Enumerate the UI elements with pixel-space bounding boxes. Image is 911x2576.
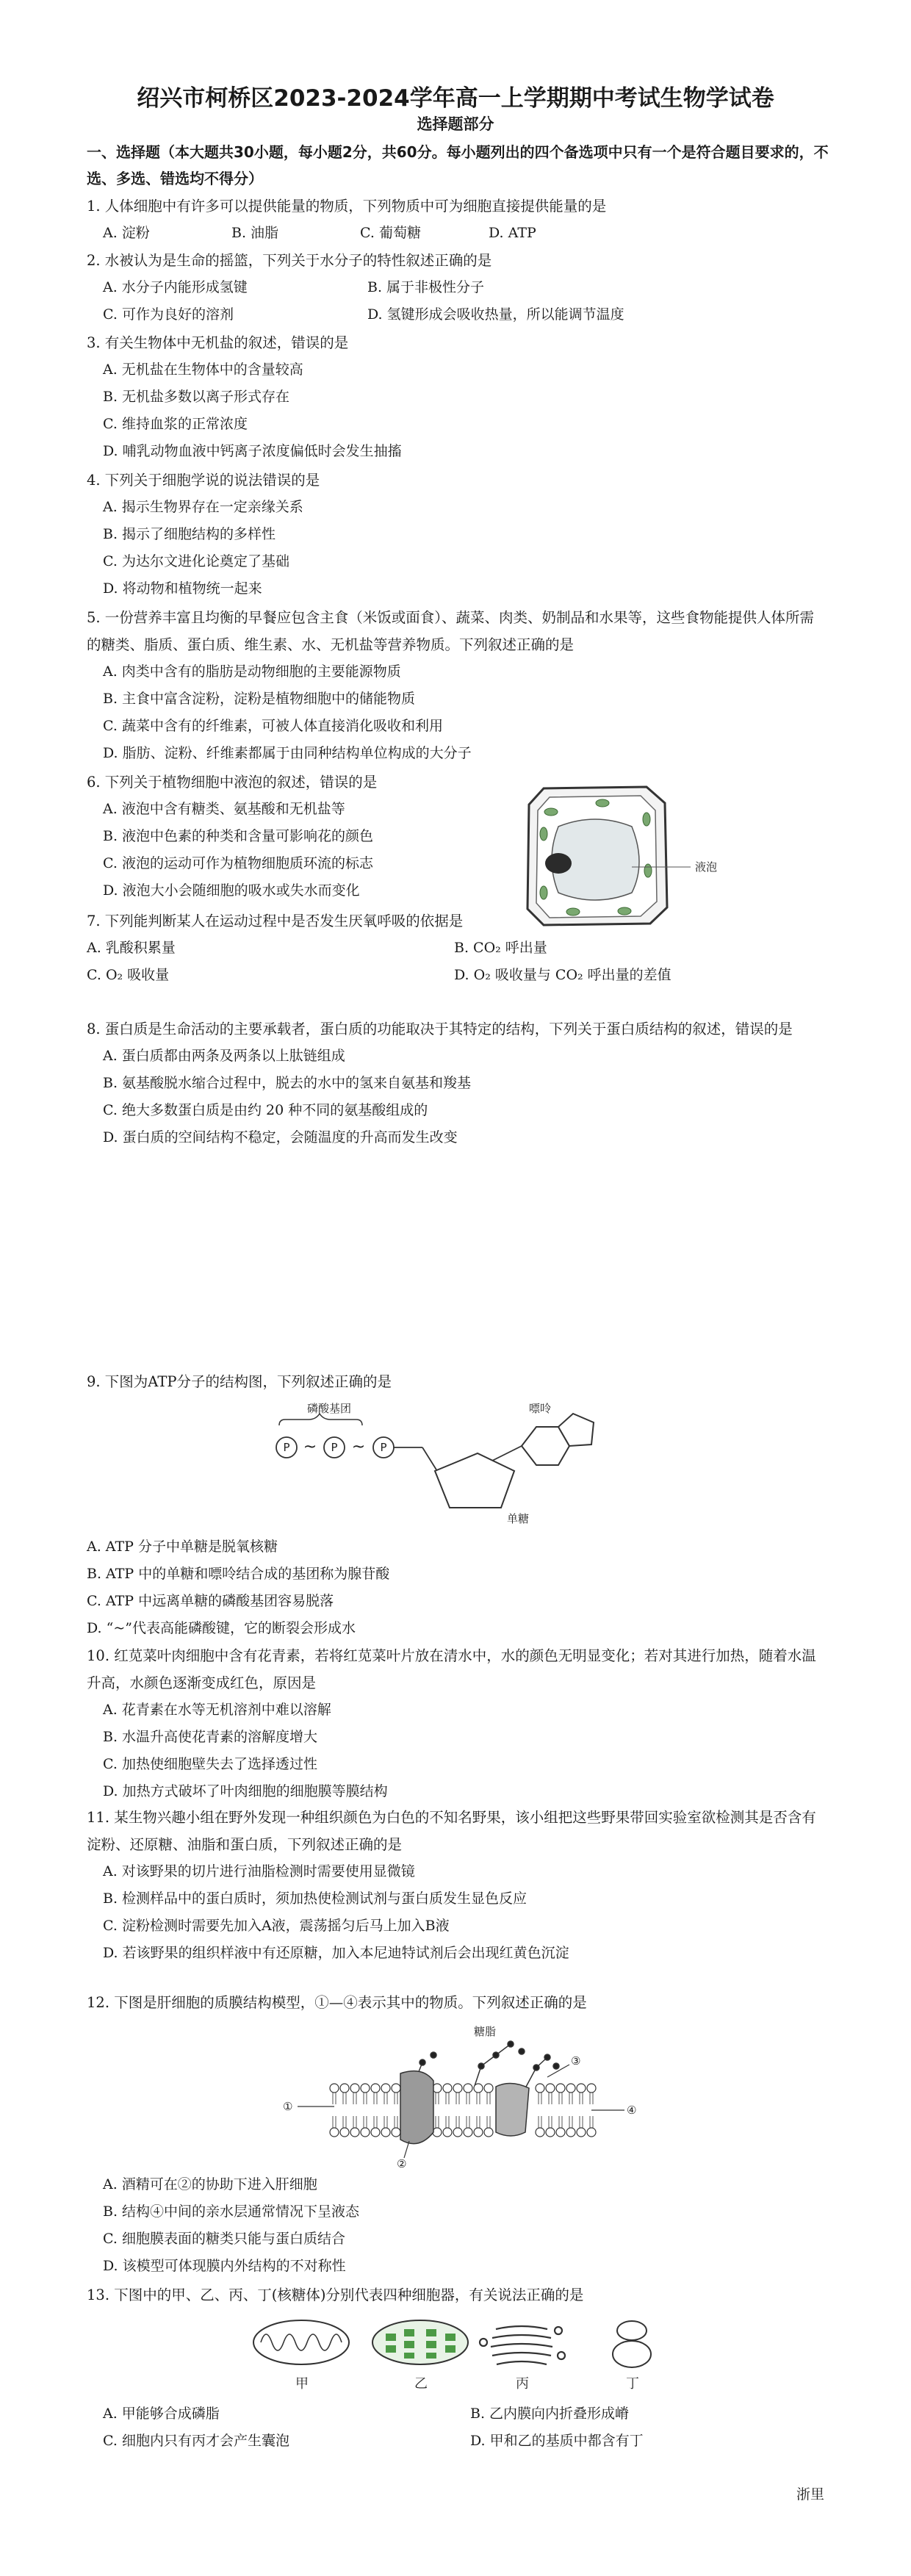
question-stem: 1. 人体细胞中有许多可以提供能量的物质，下列物质中可为细胞直接提供能量的是 xyxy=(87,198,607,215)
svg-text:P: P xyxy=(283,1441,290,1454)
option-a: A. 揭示生物界存在一定亲缘关系 xyxy=(103,499,303,515)
option-b: B. 水温升高使花青素的溶解度增大 xyxy=(103,1729,318,1745)
ribosome xyxy=(613,2321,651,2367)
options-row xyxy=(87,935,825,962)
option-a: A. 甲能够合成磷脂 xyxy=(103,2406,220,2422)
glycolipid-label: 糖脂 xyxy=(474,2025,497,2038)
question-stem: 4. 下列关于细胞学说的说法错误的是 xyxy=(87,472,320,489)
options-row xyxy=(87,962,825,989)
phospholipid-head xyxy=(371,2128,380,2137)
label-jia: 甲 xyxy=(295,2376,309,2392)
phospholipid-head xyxy=(577,2084,586,2093)
phospholipid-head xyxy=(371,2084,380,2093)
option-b: B. 结构④中间的亲水层通常情况下呈液态 xyxy=(103,2203,360,2220)
phospholipid-head xyxy=(443,2128,452,2137)
mitochondrion xyxy=(253,2320,349,2364)
phospholipid-head xyxy=(361,2084,370,2093)
phospholipid-head xyxy=(546,2084,555,2093)
option-b: B. 氨基酸脱水缩合过程中，脱去的水中的氢来自氨基和羧基 xyxy=(103,1075,472,1091)
question-5 xyxy=(87,604,825,767)
integral-protein xyxy=(400,2071,433,2144)
option-b: B. 乙内膜向内折叠形成嵴 xyxy=(470,2406,630,2422)
phospholipid-head xyxy=(433,2128,442,2137)
high-energy-bond: ~ xyxy=(351,1438,366,1456)
question-4 xyxy=(87,467,825,602)
vacuole-label: 液泡 xyxy=(695,860,718,874)
option-c: C. 细胞内只有丙才会产生囊泡 xyxy=(103,2433,289,2449)
option-c: C. 蔬菜中含有的纤维素，可被人体直接消化吸收和利用 xyxy=(103,718,443,734)
svg-text:P: P xyxy=(380,1441,387,1454)
phosphate-2 xyxy=(324,1437,345,1458)
option-b: B. 油脂 xyxy=(231,225,279,241)
option-a: A. ATP 分子中单糖是脱氧核糖 xyxy=(87,1539,278,1555)
channel-protein xyxy=(496,2083,529,2136)
phospholipid-head xyxy=(566,2084,575,2093)
option-d: D. ATP xyxy=(489,225,536,241)
chloroplast xyxy=(372,2320,468,2364)
label-yi: 乙 xyxy=(414,2376,428,2392)
phospholipid-head xyxy=(536,2084,544,2093)
question-7 xyxy=(87,907,825,989)
options-row xyxy=(87,301,825,328)
svg-text:P: P xyxy=(331,1441,338,1454)
phospholipid-head xyxy=(381,2084,390,2093)
phospholipid-head xyxy=(587,2084,596,2093)
footer-watermark: 浙里 xyxy=(796,2486,824,2503)
phospholipid-head xyxy=(381,2128,390,2137)
phospholipid-head xyxy=(350,2084,359,2093)
question-stem: 2. 水被认为是生命的摇篮，下列关于水分子的特性叙述正确的是 xyxy=(87,252,492,269)
option-d: D. 脂肪、淀粉、纤维素都属于由同种结构单位构成的大分子 xyxy=(103,745,472,761)
phospholipid-head xyxy=(464,2084,472,2093)
phospholipid-head xyxy=(330,2128,339,2137)
options-row xyxy=(87,220,825,247)
phospholipid-head xyxy=(536,2128,544,2137)
question-12 xyxy=(87,1989,825,2016)
phosphate-1 xyxy=(276,1437,297,1458)
option-d: D. 将动物和植物统一起来 xyxy=(103,580,262,597)
phosphate-brace xyxy=(279,1414,362,1425)
phospholipid-head xyxy=(484,2084,493,2093)
option-d: D. 若该野果的组织样液中有还原糖，加入本尼迪特试剂后会出现红黄色沉淀 xyxy=(103,1945,569,1961)
option-a: A. 花青素在水等无机溶剂中难以溶解 xyxy=(103,1702,331,1718)
question-12-options xyxy=(87,2171,825,2280)
phospholipid-head xyxy=(350,2128,359,2137)
question-stem: 10. 红苋菜叶肉细胞中含有花青素，若将红苋菜叶片放在清水中，水的颜色无明显变化；若对其进行加热，随着水温升高，水颜色逐渐变成红色，原因是 xyxy=(87,1647,816,1691)
phospholipid-head xyxy=(330,2084,339,2093)
phospholipid-head xyxy=(392,2084,400,2093)
question-6 xyxy=(87,769,527,904)
phospholipid-head xyxy=(577,2128,586,2137)
option-c: C. 淀粉检测时需要先加入A液，震荡摇匀后马上加入B液 xyxy=(103,1918,450,1934)
phospholipid-head xyxy=(433,2084,442,2093)
option-c: C. 葡萄糖 xyxy=(360,225,421,241)
phospholipid-bilayer xyxy=(330,2084,596,2137)
question-stem: 9. 下图为ATP分子的结构图，下列叙述正确的是 xyxy=(87,1373,392,1390)
label-bing: 丙 xyxy=(516,2376,529,2392)
option-d: D. 该模型可体现膜内外结构的不对称性 xyxy=(103,2258,346,2274)
question-stem: 11. 某生物兴趣小组在野外发现一种组织颜色为白色的不知名野果，该小组把这些野果带回实验室欲检测其是否含有淀粉、还原糖、油脂和蛋白质，下列叙述正确的是 xyxy=(87,1809,816,1853)
question-8 xyxy=(87,1015,825,1151)
nucleus xyxy=(545,853,572,874)
option-d: D. “~”代表高能磷酸键，它的断裂会形成水 xyxy=(87,1620,356,1636)
purine-label: 嘌呤 xyxy=(529,1402,552,1415)
options-row xyxy=(87,2400,825,2428)
option-d: D. 氢键形成会吸收热量，所以能调节温度 xyxy=(367,306,624,323)
phospholipid-head xyxy=(453,2084,462,2093)
organelles-figure xyxy=(250,2313,691,2395)
options-row xyxy=(87,2428,825,2455)
option-c: C. 加热使细胞壁失去了选择透过性 xyxy=(103,1756,317,1772)
option-c: C. 为达尔文进化论奠定了基础 xyxy=(103,553,289,569)
option-a: A. 无机盐在生物体中的含量较高 xyxy=(103,361,303,378)
section-subtitle: 选择题部分 xyxy=(417,115,494,133)
option-a: A. 对该野果的切片进行油脂检测时需要使用显微镜 xyxy=(103,1863,415,1879)
option-d: D. 哺乳动物血液中钙离子浓度偏低时会发生抽搐 xyxy=(103,443,402,459)
options-row xyxy=(87,274,825,301)
option-a: A. 肉类中含有的脂肪是动物细胞的主要能源物质 xyxy=(103,663,401,680)
option-c: C. 维持血浆的正常浓度 xyxy=(103,416,248,432)
option-d: D. 蛋白质的空间结构不稳定，会随温度的升高而发生改变 xyxy=(103,1129,458,1145)
question-stem: 13. 下图中的甲、乙、丙、丁(核糖体)分别代表四种细胞器，有关说法正确的是 xyxy=(87,2287,584,2303)
question-2 xyxy=(87,247,825,328)
question-3 xyxy=(87,329,825,465)
section-instructions: 一、选择题（本大题共30小题，每小题2分，共60分。每小题列出的四个备选项中只有一个是符合题目要求的，不选、多选、错选均不得分） xyxy=(87,143,829,187)
cell-membrane-figure xyxy=(253,2022,665,2169)
marker-3: ③ xyxy=(571,2054,581,2068)
option-a: A. 淀粉 xyxy=(103,225,150,241)
ribose-pentagon xyxy=(435,1453,514,1508)
exam-title: 绍兴市柯桥区2023-2024学年高一上学期期中考试生物学试卷 xyxy=(137,85,774,112)
phospholipid-head xyxy=(340,2128,349,2137)
option-a: A. 蛋白质都由两条及两条以上肽链组成 xyxy=(103,1048,345,1064)
phospholipid-head xyxy=(546,2128,555,2137)
label-ding: 丁 xyxy=(626,2376,639,2392)
phosphate-label: 磷酸基团 xyxy=(307,1402,352,1415)
option-b: B. ATP 中的单糖和嘌呤结合成的基团称为腺苷酸 xyxy=(87,1566,390,1582)
option-d: D. 液泡大小会随细胞的吸水或失水而变化 xyxy=(103,882,360,899)
option-c: C. O₂ 吸收量 xyxy=(87,967,170,983)
question-stem: 8. 蛋白质是生命活动的主要承载者，蛋白质的功能取决于其特定的结构，下列关于蛋白质结构的叙述，错误的是 xyxy=(87,1021,793,1037)
option-a: A. 乳酸积累量 xyxy=(87,940,176,956)
option-d: D. 甲和乙的基质中都含有丁 xyxy=(470,2433,644,2449)
option-b: B. 主食中富含淀粉，淀粉是植物细胞中的储能物质 xyxy=(103,691,416,707)
option-b: B. 属于非极性分子 xyxy=(367,279,485,295)
question-stem: 7. 下列能判断某人在运动过程中是否发生厌氧呼吸的依据是 xyxy=(87,913,464,929)
question-13-options xyxy=(87,2400,825,2455)
question-stem: 6. 下列关于植物细胞中液泡的叙述，错误的是 xyxy=(87,774,378,791)
question-stem: 5. 一份营养丰富且均衡的早餐应包含主食（米饭或面食）、蔬菜、肉类、奶制品和水果等，这些食物能提供人体所需的糖类、脂质、蛋白质、维生素、水、无机盐等营养物质。下列叙述正确的是 xyxy=(87,609,815,653)
phospholipid-head xyxy=(556,2084,565,2093)
pointer-2 xyxy=(404,2141,409,2158)
phospholipid-head xyxy=(474,2084,483,2093)
phospholipid-head xyxy=(484,2128,493,2137)
option-b: B. 揭示了细胞结构的多样性 xyxy=(103,526,276,542)
marker-1: ① xyxy=(283,2100,293,2113)
phosphate-3 xyxy=(373,1437,394,1458)
option-b: B. CO₂ 呼出量 xyxy=(454,940,547,956)
phospholipid-head xyxy=(474,2128,483,2137)
marker-4: ④ xyxy=(627,2104,637,2117)
option-c: C. ATP 中远离单糖的磷酸基团容易脱落 xyxy=(87,1593,334,1609)
option-d: D. 加热方式破坏了叶肉细胞的细胞膜等膜结构 xyxy=(103,1783,388,1799)
marker-2: ② xyxy=(397,2157,407,2170)
atp-structure-figure xyxy=(264,1397,661,1530)
high-energy-bond: ~ xyxy=(303,1438,317,1456)
option-c: C. 液泡的运动可作为植物细胞质环流的标志 xyxy=(103,855,373,871)
golgi-apparatus xyxy=(480,2326,565,2364)
question-stem: 12. 下图是肝细胞的质膜结构模型，①—④表示其中的物质。下列叙述正确的是 xyxy=(87,1994,587,2011)
phospholipid-head xyxy=(340,2084,349,2093)
sugar-label: 单糖 xyxy=(507,1512,530,1525)
phospholipid-head xyxy=(556,2128,565,2137)
option-c: C. 绝大多数蛋白质是由约 20 种不同的氨基酸组成的 xyxy=(103,1102,428,1118)
glycosidic-bond xyxy=(492,1446,522,1461)
sugar-chains xyxy=(415,2041,559,2088)
option-b: B. 检测样品中的蛋白质时，须加热使检测试剂与蛋白质发生显色反应 xyxy=(103,1890,527,1907)
option-d: D. O₂ 吸收量与 CO₂ 呼出量的差值 xyxy=(454,967,671,983)
phospholipid-head xyxy=(361,2128,370,2137)
phospholipid-head xyxy=(443,2084,452,2093)
option-b: B. 液泡中色素的种类和含量可影响花的颜色 xyxy=(103,828,374,844)
question-9 xyxy=(87,1368,825,1395)
question-stem: 3. 有关生物体中无机盐的叙述，错误的是 xyxy=(87,334,349,351)
phospholipid-head xyxy=(453,2128,462,2137)
question-1 xyxy=(87,193,825,247)
phospholipid-head xyxy=(566,2128,575,2137)
phospholipid-head xyxy=(464,2128,472,2137)
option-a: A. 液泡中含有糖类、氨基酸和无机盐等 xyxy=(103,801,345,817)
question-13 xyxy=(87,2281,825,2309)
question-9-options xyxy=(87,1533,825,1642)
phospholipid-head xyxy=(587,2128,596,2137)
question-10 xyxy=(87,1642,825,1805)
question-11 xyxy=(87,1804,825,1967)
ester-bond xyxy=(422,1447,437,1471)
option-a: A. 水分子内能形成氢键 xyxy=(103,279,248,295)
option-b: B. 无机盐多数以离子形式存在 xyxy=(103,389,290,405)
option-a: A. 酒精可在②的协助下进入肝细胞 xyxy=(103,2176,317,2192)
option-c: C. 细胞膜表面的糖类只能与蛋白质结合 xyxy=(103,2231,345,2247)
option-c: C. 可作为良好的溶剂 xyxy=(103,306,234,323)
phospholipid-head xyxy=(392,2128,400,2137)
